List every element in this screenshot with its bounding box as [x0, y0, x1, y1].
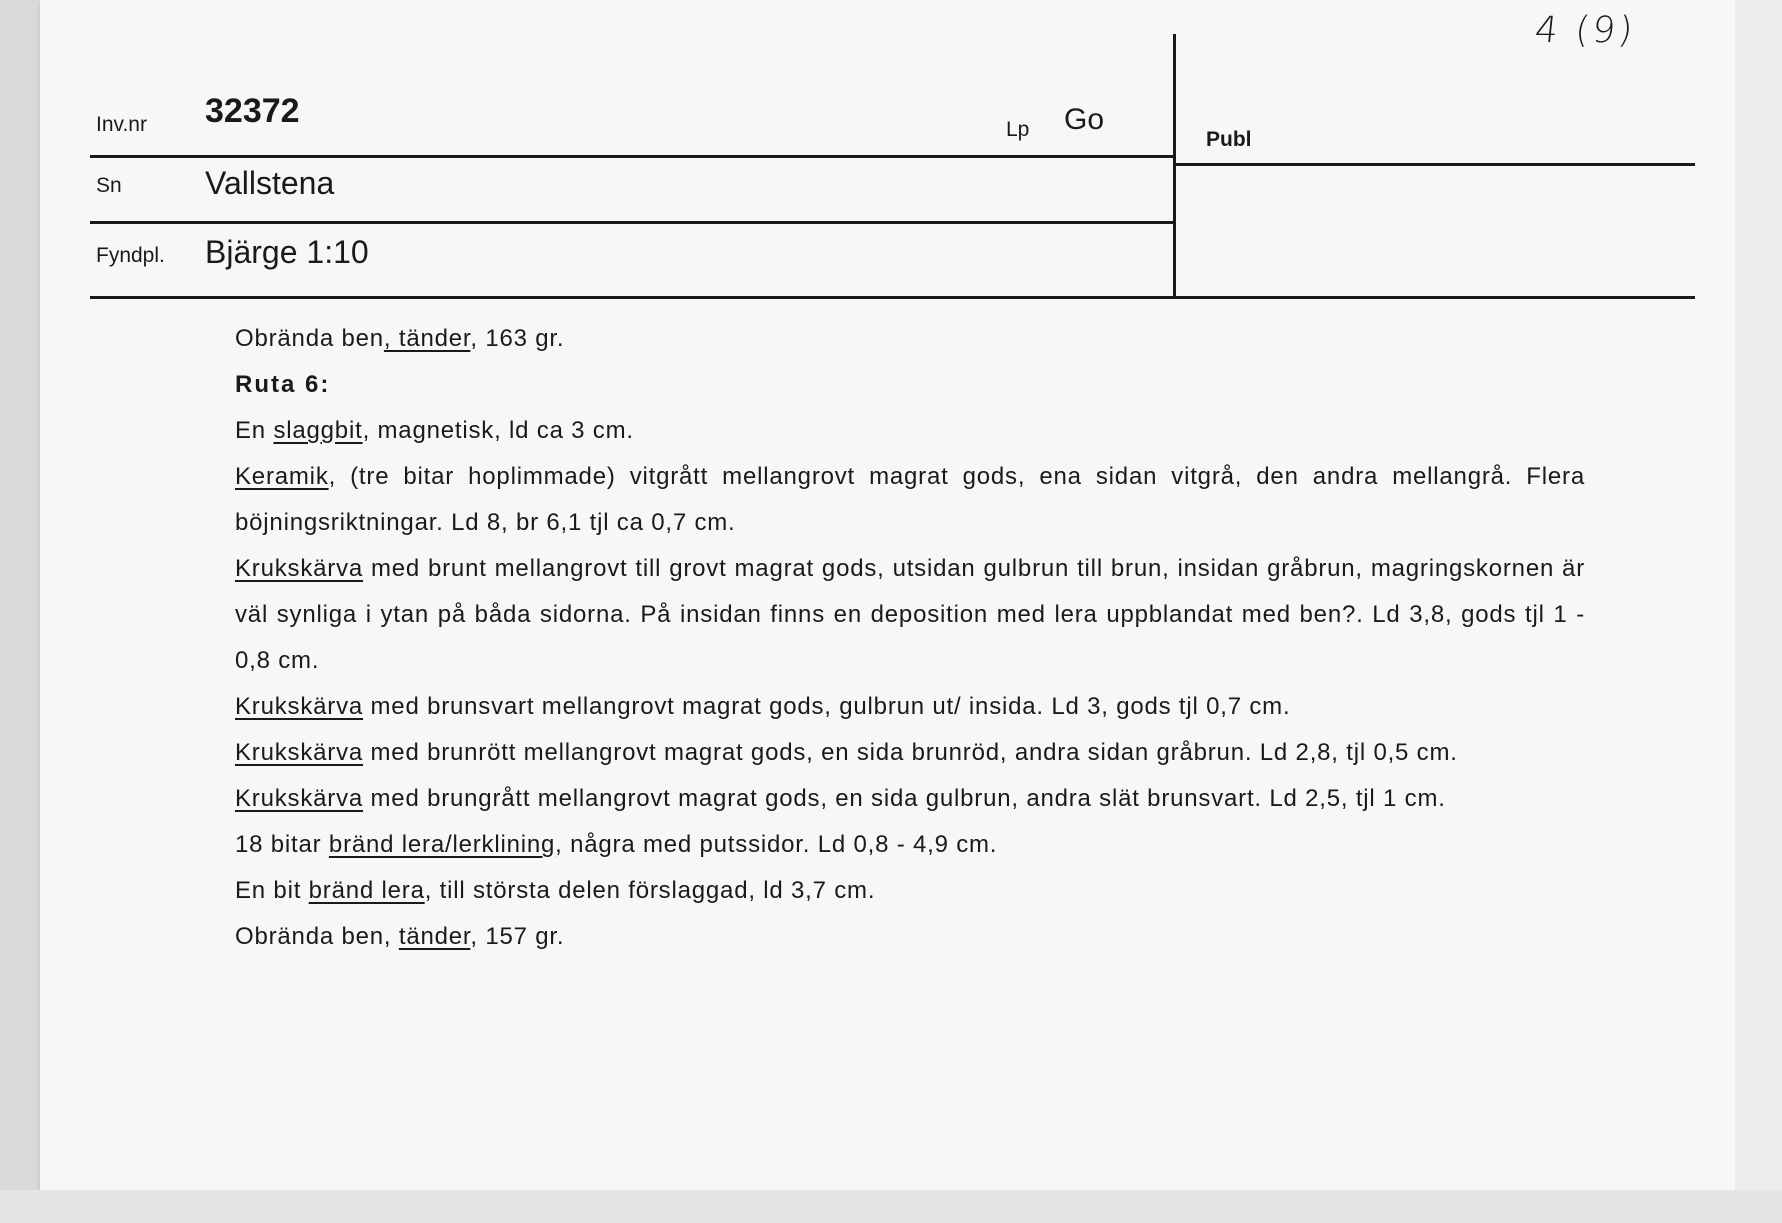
rule-publ — [1175, 163, 1695, 166]
corner-note: 4 (9) — [1532, 10, 1638, 51]
lp-label: Lp — [1006, 118, 1030, 141]
entry-line: En slaggbit, magnetisk, ld ca 3 cm. — [235, 417, 634, 444]
entry-line: Krukskärva med brungrått mellangrovt magrat gods, en sida gulbrun, andra slät brunsvart. Ld 2,5, tjl 1 cm. — [235, 785, 1446, 812]
rule-fyndpl — [90, 296, 1695, 299]
entry-line: Krukskärva med brunsvart mellangrovt magrat gods, gulbrun ut/ insida. Ld 3, gods tjl 0,7 cm. — [235, 693, 1291, 720]
entry-line: 18 bitar bränd lera/lerklining, några med putssidor. Ld 0,8 - 4,9 cm. — [235, 831, 998, 858]
scan-edge-right — [1735, 0, 1782, 1223]
publ-label: Publ — [1206, 128, 1252, 151]
ruta-heading: Ruta 6: — [235, 371, 331, 398]
entry-line: En bit bränd lera, till största delen förslaggad, ld 3,7 cm. — [235, 877, 876, 904]
rule-sn — [90, 221, 1175, 224]
entry-line: Keramik, (tre bitar hoplimmade) vitgrått mellangrovt magrat gods, ena sidan vitgrå, den andra mellangrå. Flera böjningsriktningar. Ld 8, br 6,1 tjl ca 0,7 cm. — [235, 463, 1585, 536]
card-body — [235, 316, 1585, 960]
entry-line: Obrända ben, tänder, 163 gr. — [235, 325, 565, 352]
sn-value: Vallstena — [205, 165, 335, 201]
rule-invnr — [90, 155, 1175, 158]
entry-line: Krukskärva med brunt mellangrovt till grovt magrat gods, utsidan gulbrun till brun, insidan gråbrun, magringskornen är väl synliga i ytan på båda sidorna. På insidan finns en deposition med lera uppblandat med ben?. Ld 3,8, gods tjl 1 - 0,8 cm. — [235, 555, 1585, 674]
fyndpl-label: Fyndpl. — [96, 244, 165, 267]
rule-vertical — [1173, 34, 1176, 298]
lp-value: Go — [1064, 103, 1105, 136]
entry-line: Krukskärva med brunrött mellangrovt magrat gods, en sida brunröd, andra sidan gråbrun. Ld 2,8, tjl 0,5 cm. — [235, 739, 1458, 766]
invnr-label: Inv.nr — [96, 113, 147, 136]
scan-edge-bottom — [0, 1190, 1782, 1223]
invnr-value: 32372 — [205, 92, 300, 130]
entry-line: Obrända ben, tänder, 157 gr. — [235, 923, 565, 950]
fyndpl-value: Bjärge 1:10 — [205, 234, 369, 270]
sn-label: Sn — [96, 174, 122, 197]
